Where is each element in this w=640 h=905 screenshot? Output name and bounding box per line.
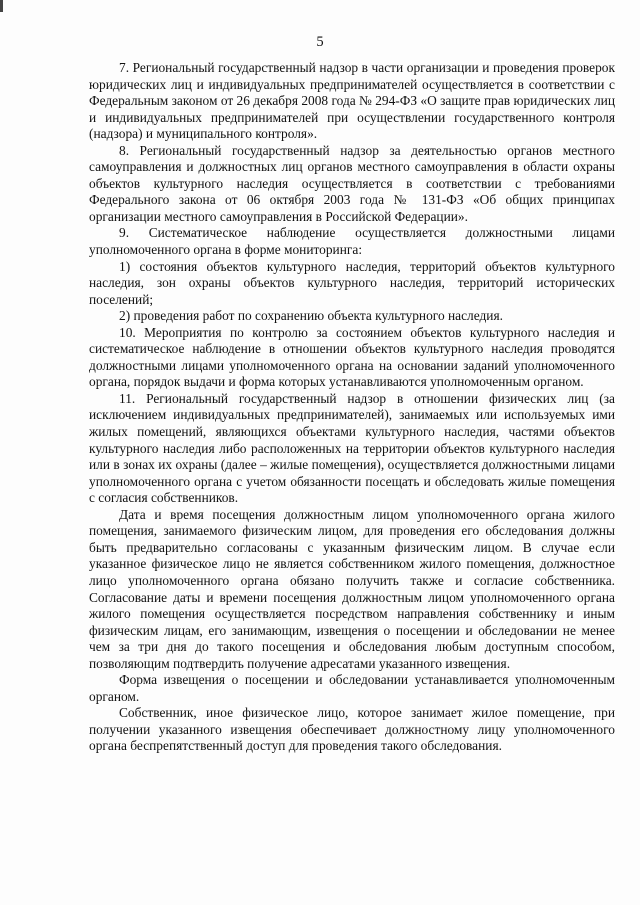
paragraph-8: 8. Региональный государственный надзор за деятельностью органов местного самоуправления и должностных лиц органов местного самоуправления в области охраны объектов культурного наследия осуществляется в соответствии с требованиями Федерального закона от 06 октября 2003 года № 131-ФЗ «Об общих принципах организации местного самоуправления в Российской Федерации».: [89, 142, 615, 224]
paragraph-9-item-1: 1) состояния объектов культурного наследия, территорий объектов культурного наследия, зон охраны объектов культурного наследия, территорий исторических поселений;: [89, 258, 615, 307]
paragraph-owner-access: Собственник, иное физическое лицо, которое занимает жилое помещение, при получении указанного извещения обеспечивает должностному лицу уполномоченного органа беспрепятственный доступ для проведения такого обследования.: [89, 705, 615, 754]
paragraph-7: 7. Региональный государственный надзор в части организации и проведения проверок юридических лиц и индивидуальных предпринимателей осуществляется в соответствии с Федеральным законом от 26 декабря 2008 года № 294-ФЗ «О защите прав юридических лиц и индивидуальных предпринимателей при осуществлении государственного контроля (надзора) и муниципального контроля».: [89, 60, 615, 142]
scan-corner-mark: [0, 0, 3, 12]
paragraph-9-item-2: 2) проведения работ по сохранению объекта культурного наследия.: [119, 308, 503, 324]
paragraph-visit-date: Дата и время посещения должностным лицом уполномоченного органа жилого помещения, занимаемого физическим лицом, для проведения его обследования должны быть предварительно согласованы с указанным физическим лицом. В случае если указанное физическое лицо не является собственником жилого помещения, должностное лицо уполномоченного органа обязано получить также и согласие собственника. Согласование даты и времени посещения должностным лицом уполномоченного органа жилого помещения осуществляется посредством направления собственнику и иным физическим лицам, его занимающим, извещения о посещении и обследовании не менее чем за три дня до такого посещения и обследования любым доступным способом, позволяющим подтвердить получение адресатами указанного извещения.: [89, 506, 615, 671]
paragraph-9: 9. Систематическое наблюдение осуществляется должностными лицами уполномоченного органа в форме мониторинга:: [89, 225, 615, 258]
page-number: 5: [316, 34, 324, 50]
paragraph-10: 10. Мероприятия по контролю за состоянием объектов культурного наследия и систематическое наблюдение в отношении объектов культурного наследия проводятся должностными лицами уполномоченного органа на основании заданий уполномоченного органа, порядок выдачи и форма которых устанавливаются уполномоченным органом.: [89, 324, 615, 390]
paragraph-notice-form: Форма извещения о посещении и обследовании устанавливается уполномоченным органом.: [89, 672, 615, 704]
document-body: [89, 60, 615, 755]
paragraph-11: 11. Региональный государственный надзор в отношении физических лиц (за исключением индивидуальных предпринимателей), занимаемых или используемых ими жилых помещений, являющихся объектами культурного наследия, частями объектов культурного наследия либо расположенных на территории объектов культурного наследия или в зонах их охраны (далее – жилые помещения), осуществляется должностными лицами уполномоченного органа с учетом обязанности посещать и обследовать жилые помещения с согласия собственников.: [89, 390, 615, 506]
